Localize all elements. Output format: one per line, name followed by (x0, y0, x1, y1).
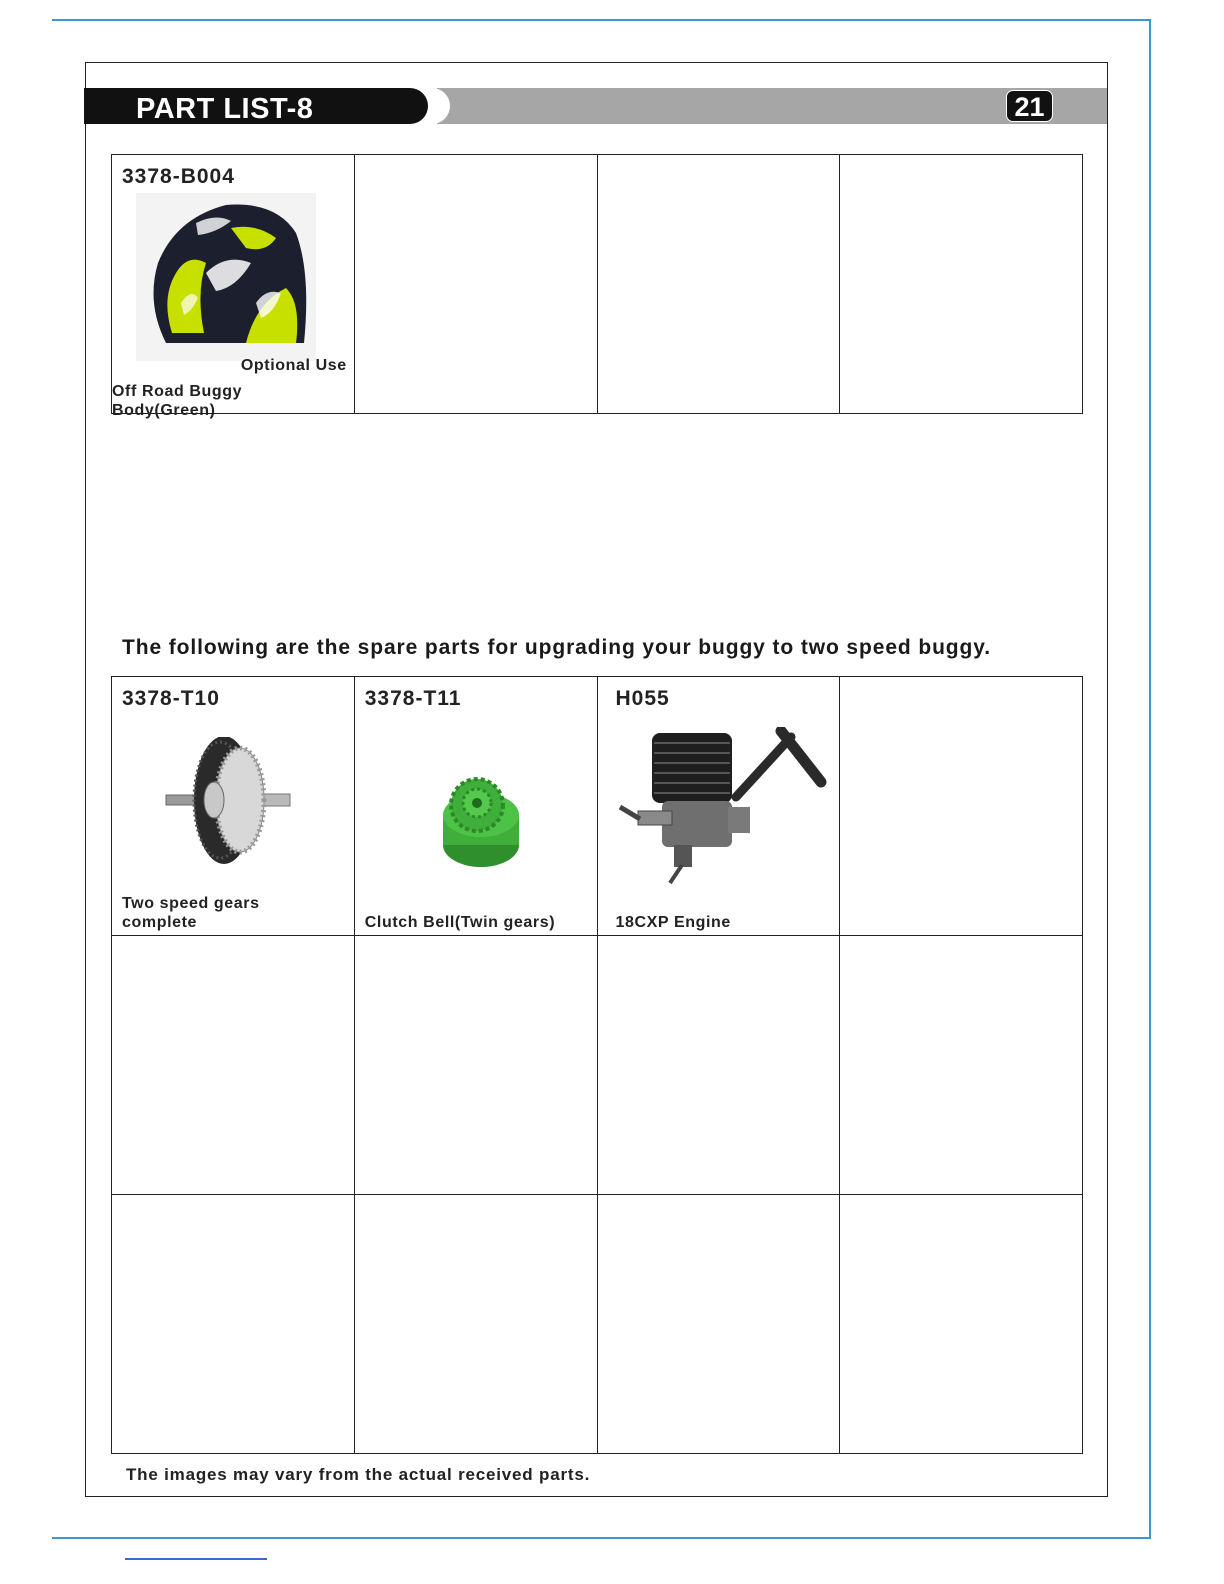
empty-part-cell (112, 936, 355, 1195)
footnote: The images may vary from the actual received parts. (126, 1465, 591, 1484)
two-speed-gear-image (164, 737, 294, 872)
page-title: PART LIST-8 (136, 93, 314, 125)
right-trim-line (1149, 19, 1151, 1538)
part-code: H055 (615, 687, 670, 710)
empty-part-cell (840, 677, 1083, 936)
buggy-body-image (136, 193, 316, 361)
parts-row (112, 1195, 1083, 1454)
part-name: Clutch Bell(Twin gears) (364, 914, 556, 931)
empty-part-cell (840, 1195, 1083, 1454)
bottom-trim-line (52, 1537, 1151, 1539)
empty-part-cell (597, 1195, 840, 1454)
upgrade-heading: The following are the spare parts for upgrading your buggy to two speed buggy. (122, 636, 992, 659)
part-cell-h055 (597, 677, 840, 936)
engine-image (616, 727, 828, 887)
part-cell-t10 (112, 677, 355, 936)
part-name-line: Two speed gears (122, 895, 260, 912)
clutch-bell-image (437, 775, 523, 871)
bottom-tab-line (125, 1558, 267, 1560)
part-name (122, 894, 260, 932)
parts-row (112, 936, 1083, 1195)
part-name: 18CXP Engine (615, 914, 731, 931)
empty-part-cell (840, 155, 1083, 414)
empty-part-cell (597, 155, 840, 414)
top-trim-line (52, 19, 1150, 21)
part-name-line: complete (122, 914, 198, 931)
part-name: Off Road Buggy Body(Green) (112, 383, 243, 419)
parts-grid-upgrade (111, 676, 1083, 1454)
part-cell-b004 (112, 155, 355, 419)
empty-part-cell (354, 155, 597, 414)
part-cell-t11 (354, 677, 597, 936)
parts-row (112, 677, 1083, 936)
empty-part-cell (112, 1195, 355, 1454)
parts-grid-top (111, 154, 1083, 419)
page-number-badge: 21 (1006, 90, 1053, 122)
part-code: 3378-T10 (122, 687, 220, 710)
empty-part-cell (354, 1195, 597, 1454)
empty-part-cell (354, 936, 597, 1195)
part-code: 3378-T11 (364, 687, 462, 710)
parts-row (112, 155, 1083, 414)
part-code: 3378-B004 (122, 165, 235, 188)
optional-use-note: Optional Use (240, 357, 347, 374)
empty-part-cell (840, 936, 1083, 1195)
empty-part-cell (597, 936, 840, 1195)
